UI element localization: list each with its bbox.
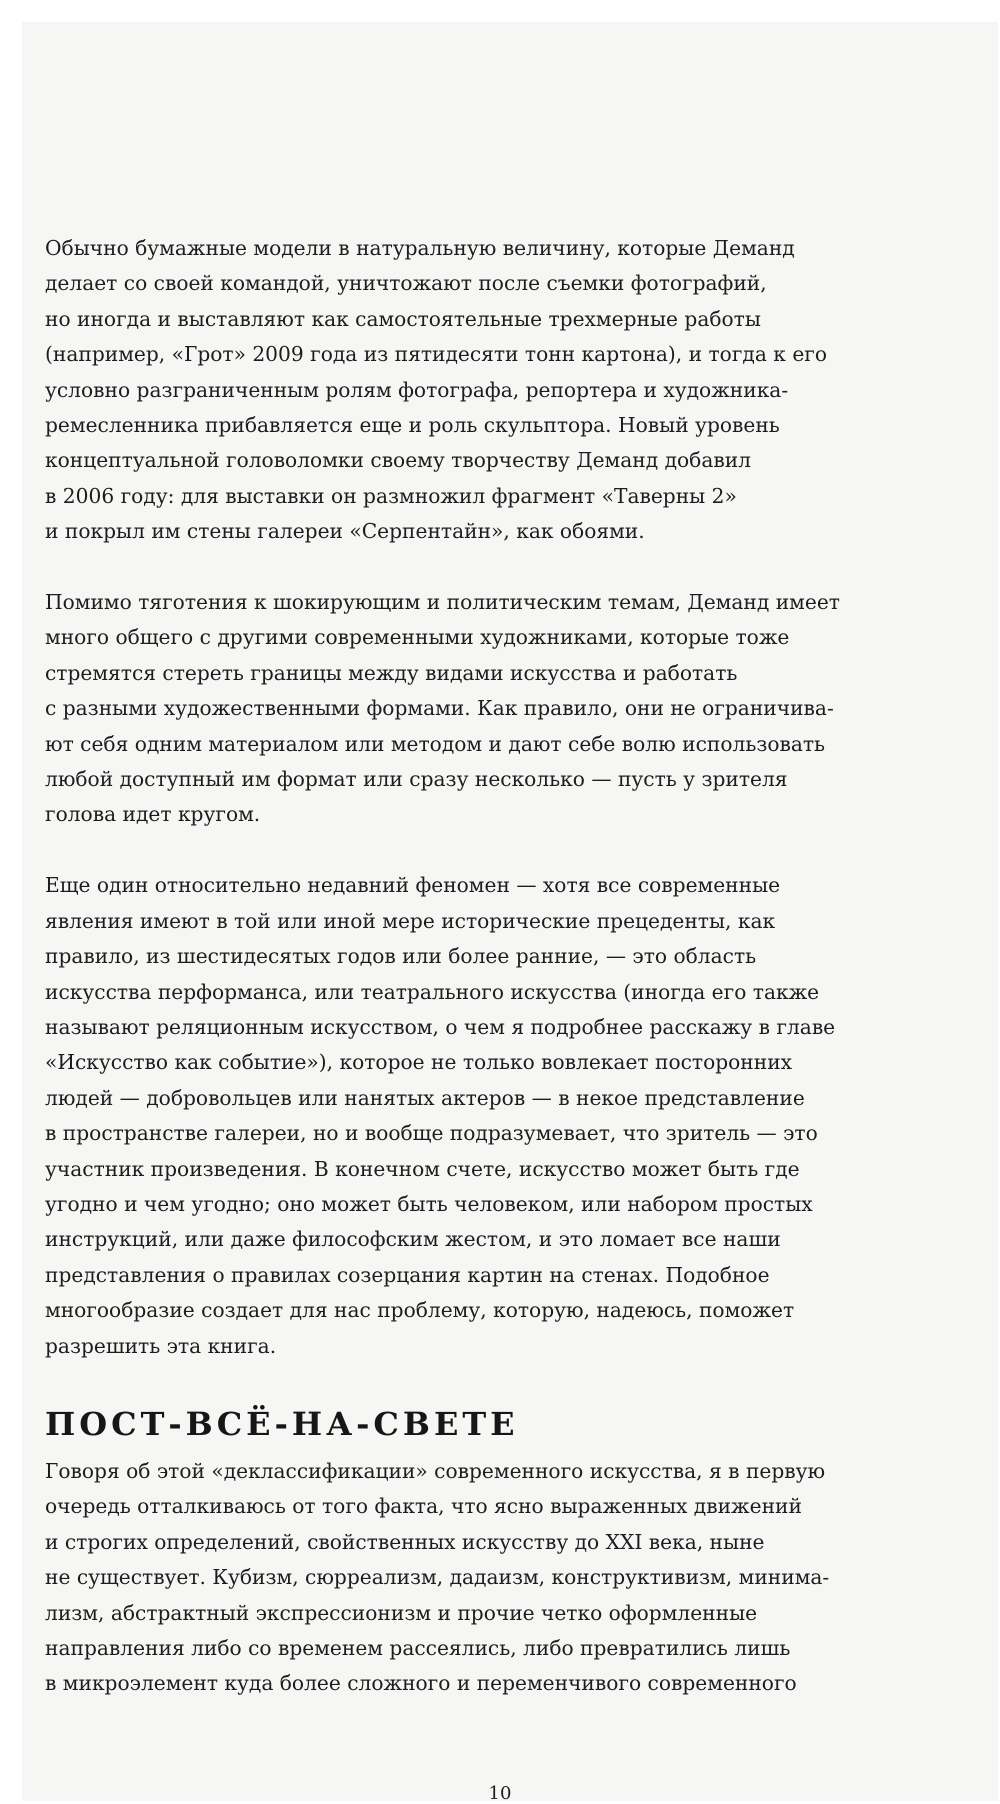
paragraph-2 (45, 585, 845, 833)
text-line: (например, «Грот» 2009 года из пятидесяти тонн картона), и тогда к его (45, 342, 828, 367)
text-line: в микроэлемент куда более сложного и переменчивого современного (45, 1671, 797, 1696)
section-heading: ПОСТ-ВСЁ-НА-СВЕТЕ (45, 1404, 519, 1443)
text-line: и строгих определений, свойственных искусству до XXI века, ныне (45, 1529, 765, 1554)
text-line: делает со своей командой, уничтожают после съемки фотографий, (45, 271, 767, 296)
text-line: в 2006 году: для выставки он размножил фрагмент «Таверны 2» (45, 483, 737, 508)
text-line: «Искусство как событие»), которое не только вовлекает посторонних (45, 1050, 793, 1075)
text-line: Еще один относительно недавний феномен — хотя все современные (45, 873, 781, 898)
text-line: искусства перформанса, или театрального искусства (иногда его также (45, 979, 820, 1004)
text-line: Помимо тяготения к шокирующим и политическим темам, Деманд имеет (45, 590, 840, 615)
paragraph-4 (45, 1454, 845, 1702)
text-line: ют себя одним материалом или методом и дают себе волю использовать (45, 731, 826, 756)
text-line: но иногда и выставляют как самостоятельные трехмерные работы (45, 306, 761, 331)
text-line: с разными художественными формами. Как правило, они не ограничива- (45, 696, 834, 721)
text-line: стремятся стереть границы между видами искусства и работать (45, 660, 738, 685)
text-line: явления имеют в той или иной мере исторические прецеденты, как (45, 908, 776, 933)
text-line: направления либо со временем рассеялись, либо превратились лишь (45, 1636, 791, 1660)
paragraph-1 (45, 231, 845, 550)
paragraph-3 (45, 868, 845, 1364)
text-line: не существует. Кубизм, сюрреализм, дадаизм, конструктивизм, минима- (45, 1565, 830, 1590)
text-line: лизм, абстрактный экспрессионизм и прочие четко оформленные (45, 1600, 758, 1625)
text-line: людей — добровольцев или нанятых актеров — в некое представление (45, 1085, 805, 1110)
text-line: инструкций, или даже философским жестом, и это ломает все наши (45, 1227, 781, 1252)
text-line: правило, из шестидесятых годов или более ранние, — это область (45, 944, 757, 969)
page-text (45, 231, 845, 1737)
text-line: в пространстве галереи, но и вообще подразумевает, что зритель — это (45, 1121, 818, 1146)
text-line: разрешить эта книга. (45, 1333, 277, 1358)
text-line: называют реляционным искусством, о чем я подробнее расскажу в главе (45, 1014, 836, 1039)
text-line: любой доступный им формат или сразу несколько — пусть у зрителя (45, 767, 788, 792)
page-number: 10 (488, 1783, 512, 1804)
text-line: концептуальной головоломки своему творчеству Деманд добавил (45, 448, 752, 473)
text-line: участник произведения. В конечном счете, искусство может быть где (45, 1156, 800, 1181)
text-line: Говоря об этой «деклассификации» современного искусства, я в первую (45, 1458, 826, 1483)
text-line: очередь отталкиваюсь от того факта, что ясно выраженных движений (45, 1494, 802, 1519)
text-line: угодно и чем угодно; оно может быть человеком, или набором простых (45, 1191, 813, 1216)
text-line: условно разграниченным ролям фотографа, репортера и художника- (45, 377, 789, 402)
text-line: ремесленника прибавляется еще и роль скульптора. Новый уровень (45, 413, 780, 438)
text-line: многообразие создает для нас проблему, которую, надеюсь, поможет (45, 1298, 795, 1323)
text-line: Обычно бумажные модели в натуральную величину, которые Деманд (45, 236, 795, 260)
text-line: представления о правилах созерцания картин на стенах. Подобное (45, 1262, 770, 1287)
text-line: голова идет кругом. (45, 802, 261, 827)
text-line: и покрыл им стены галереи «Серпентайн», как обоями. (45, 519, 645, 544)
text-line: много общего с другими современными художниками, которые тоже (45, 625, 790, 650)
